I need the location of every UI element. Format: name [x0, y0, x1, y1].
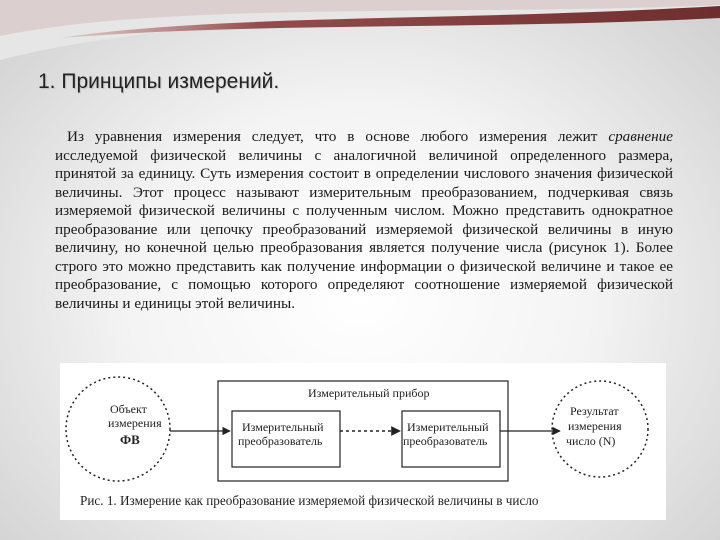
header-swoosh-decoration — [0, 0, 720, 70]
measurement-diagram — [60, 363, 666, 520]
figure-caption: Рис. 1. Измерение как преобразование измеряемой физической величины в число — [80, 493, 539, 508]
converter-1-line1: Измерительный — [242, 420, 324, 434]
paragraph-emphasis: сравнение — [608, 128, 674, 145]
result-label-line2: измерения — [568, 419, 622, 433]
slide-title: 1. Принципы измерений. — [38, 70, 280, 93]
figure-1 — [60, 363, 666, 520]
object-label-line2: измерения — [108, 416, 162, 430]
converter-2-line1: Измерительный — [407, 420, 489, 434]
body-paragraph — [55, 128, 673, 313]
converter-1-line2: преобразователь — [238, 434, 323, 448]
paragraph-part2: исследуемой физической величины с аналогичной величиной определенного размера, принятой за единицу. Суть измерения состоит в определении числового значения физической величины. Этот процесс называют измерительным преобразованием, подчеркивая связь измеряемой физической величины с полученным числом. Можно представить однократное преобразование или цепочку преобразований измеряемой физической величины в иную величину, но конечной целью преобразования является получение числа (рисунок 1). Более строго это можно представить как получение информации о физической величине и такое ее преобразование, с помощью которого определяют соотношение измеряемой физической величины и единицы этой величины. — [55, 146, 673, 312]
result-label-line3: число (N) — [566, 434, 616, 448]
converter-2-line2: преобразователь — [403, 434, 488, 448]
object-label-line1: Объект — [110, 402, 147, 416]
device-label: Измерительный прибор — [308, 386, 430, 400]
paragraph-part1: Из уравнения измерения следует, что в основе любого измерения лежит — [67, 128, 598, 145]
object-symbol: ФВ — [120, 432, 140, 447]
result-label-line1: Результат — [570, 404, 619, 418]
